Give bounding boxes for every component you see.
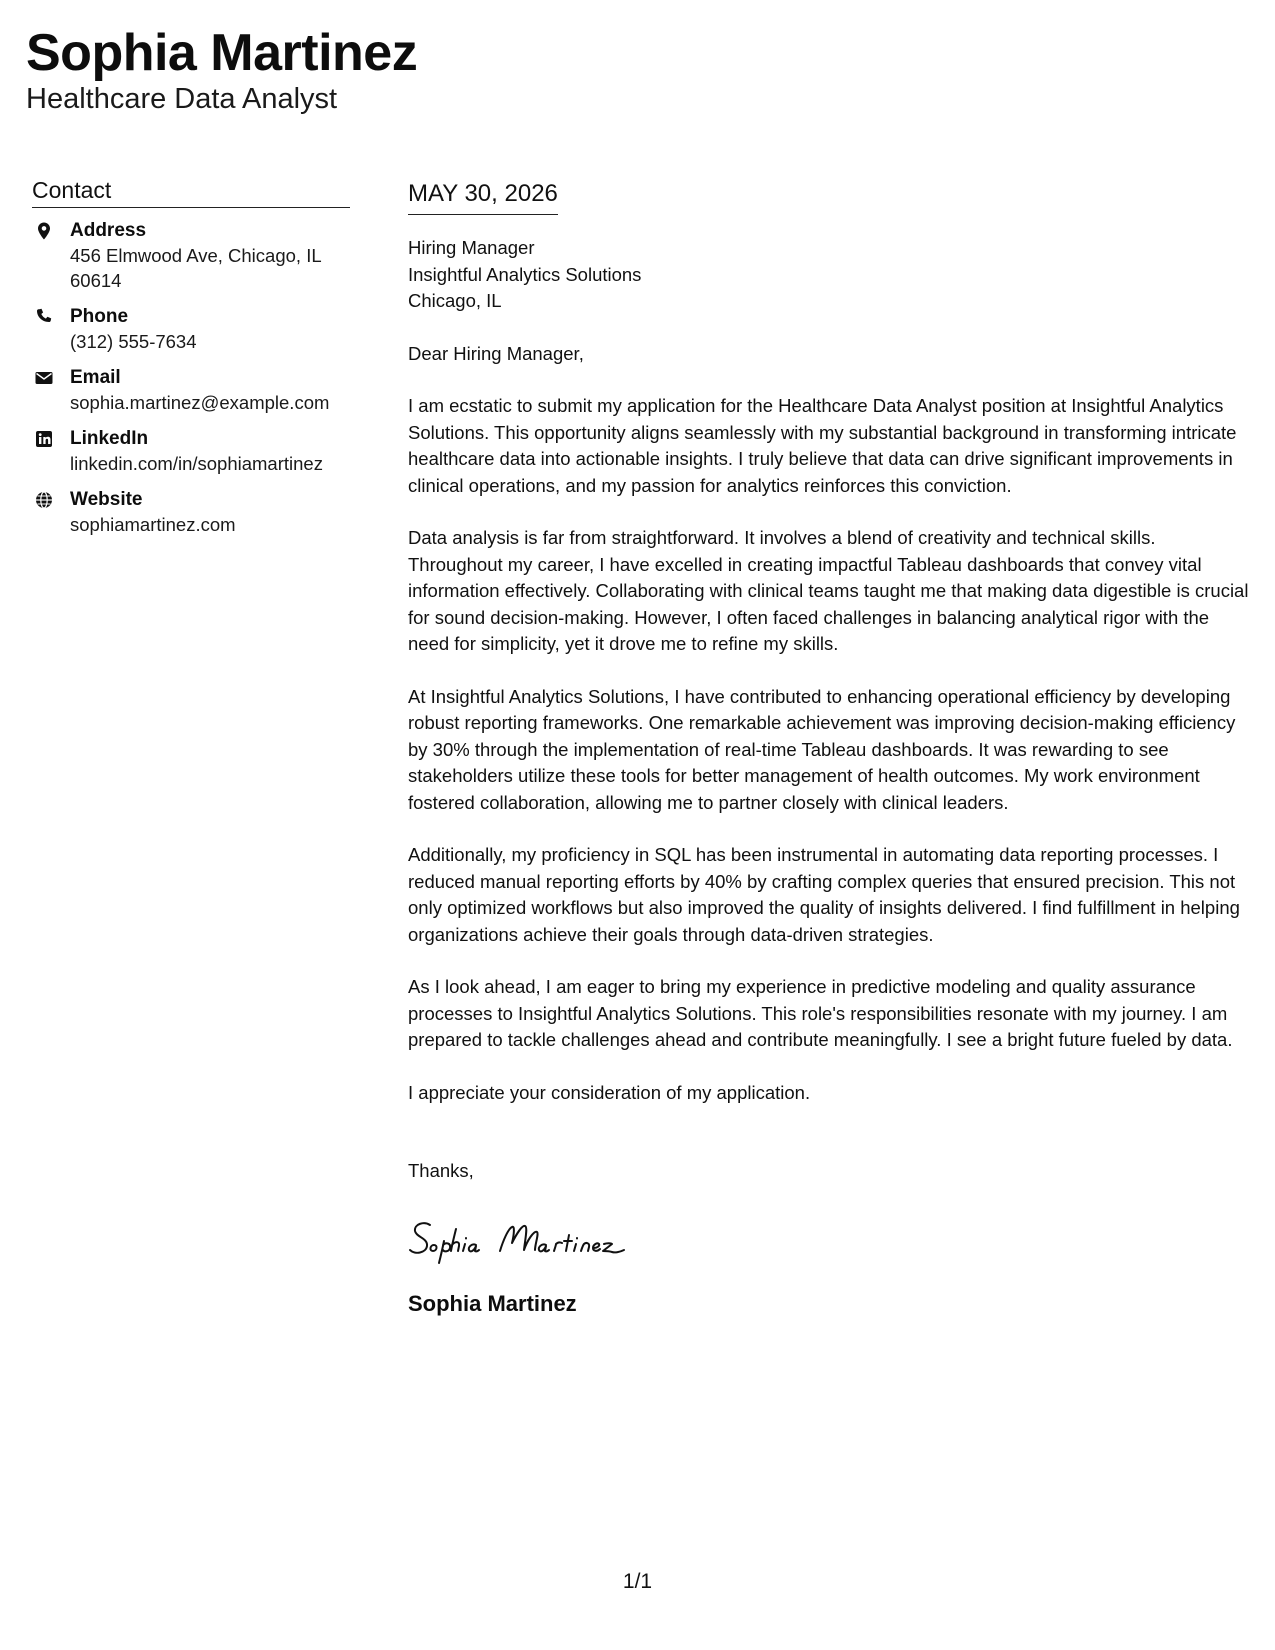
letter-paragraph: Data analysis is far from straightforward. It involves a blend of creativity and technical skills. Throughout my career, I have excelled in creating impactful Tableau dashboards that convey vital information effectively. Collaborating with clinical teams taught me that making data digestible is crucial for sound decision-making. However, I often faced challenges in balancing analytical rigor with the need for simplicity, yet it drove me to refine my skills. [408,527,1249,654]
contact-sidebar [32,175,350,548]
contact-item-address [32,218,350,293]
phone-icon [34,307,54,327]
envelope-icon [34,368,54,388]
contact-label: Website [70,489,143,510]
letter-paragraph: As I look ahead, I am eager to bring my experience in predictive modeling and quality assurance processes to Insightful Analytics Solutions. This role's responsibilities resonate with my journey. I am prepared to tackle challenges ahead and contribute meaningfully. I see a bright future fueled by data. [408,976,1233,1050]
contact-item-email [32,365,350,415]
contact-list [32,218,350,537]
cover-letter-body [408,178,1253,1319]
contact-label: Email [70,367,121,388]
location-pin-icon [34,221,54,241]
letter-paragraph: I am ecstatic to submit my application for the Healthcare Data Analyst position at Insightful Analytics Solutions. This opportunity aligns seamlessly with my substantial background in transforming intricate healthcare data into actionable insights. I truly believe that data can drive significant improvements in clinical operations, and my passion for analytics reinforces this conviction. [408,395,1237,496]
recipient-block [408,235,1253,315]
globe-icon [34,490,54,510]
closing-line: I appreciate your consideration of my application. [408,1081,811,1103]
contact-label: LinkedIn [70,428,149,449]
applicant-title: Healthcare Data Analyst [26,83,338,115]
contact-value: (312) 555-7634 [70,331,197,352]
recipient-line: Insightful Analytics Solutions [408,263,642,285]
resume-header [26,22,417,116]
contact-heading: Contact [32,175,350,208]
contact-value: sophiamartinez.com [70,514,236,535]
contact-label: Phone [70,306,129,327]
signoff: Thanks, [408,1160,474,1181]
letter-date: MAY 30, 2026 [408,178,558,215]
linkedin-icon [34,429,54,449]
contact-value: 456 Elmwood Ave, Chicago, IL 60614 [70,245,321,291]
letter-paragraph: At Insightful Analytics Solutions, I have contributed to enhancing operational efficiency by developing robust reporting frameworks. One remarkable achievement was improving decision-making efficiency by 30% through the implementation of real-time Tableau dashboards. It was rewarding to see stakeholders utilize these tools for better management of health outcomes. My work environment fostered collaboration, allowing me to partner closely with clinical leaders. [408,685,1236,813]
applicant-name: Sophia Martinez [26,24,418,82]
signer-name: Sophia Martinez [408,1290,577,1316]
recipient-line: Chicago, IL [408,290,502,311]
contact-value: sophia.martinez@example.com [70,392,330,413]
recipient-line: Hiring Manager [408,237,535,258]
contact-label: Address [70,220,147,241]
salutation: Dear Hiring Manager, [408,342,584,364]
page-number: 1/1 [622,1570,653,1593]
contact-item-linkedin [32,426,350,476]
contact-item-phone [32,304,350,354]
handwritten-signature [408,1211,668,1267]
contact-value: linkedin.com/in/sophiamartinez [70,453,323,474]
letter-paragraph: Additionally, my proficiency in SQL has been instrumental in automating data reporting processes. I reduced manual reporting efforts by 40% by crafting complex queries that ensured precision. This not only optimized workflows but also improved the quality of insights delivered. I find fulfillment in helping organizations achieve their goals through data-driven strategies. [408,844,1240,945]
contact-item-website [32,487,350,537]
